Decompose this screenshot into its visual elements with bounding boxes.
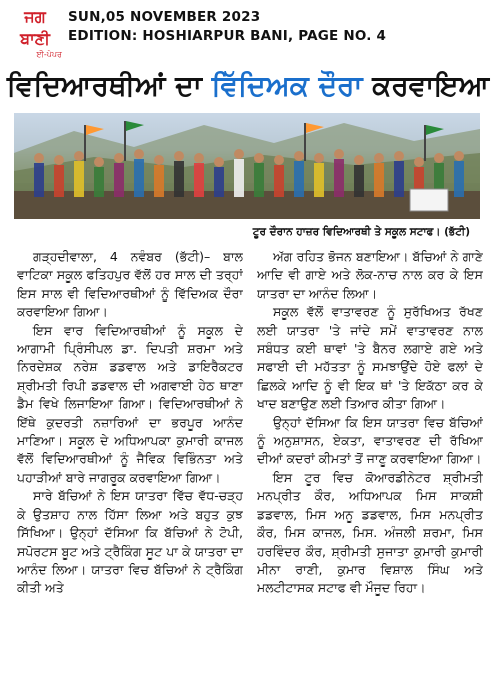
article-column-right bbox=[257, 248, 483, 692]
headline-part-1: ਵਿਦਿਆਰਥੀਆਂ ਦਾ bbox=[6, 69, 212, 102]
page-header bbox=[0, 0, 496, 62]
headline-part-3: ਕਰਵਾਇਆ bbox=[362, 69, 490, 102]
paragraph: ਇਸ ਟੂਰ ਵਿਚ ਕੋਆਰਡੀਨੇਟਰ ਸ਼੍ਰੀਮਤੀ ਮਨਪ੍ਰੀਤ ਕੌਰ, ਅਧਿਆਪਕ ਮਿਸ ਸਾਕਸ਼ੀ ਡਡਵਾਲ, ਮਿਸ ਅਨੂ ਡਡਵਾਲ, ਮਿਸ ਮਨਪ੍ਰੀਤ ਕੌਰ, ਮਿਸ ਕਾਜਲ, ਮਿਸ. ਅੰਜਲੀ ਸ਼ਰਮਾ, ਮਿਸ ਹਰਵਿੰਦਰ ਕੌਰ, ਸ਼੍ਰੀਮਤੀ ਸੁਜਾਤਾ ਕੁਮਾਰੀ ਕੁਮਾਰੀ ਮੀਨਾ ਰਾਣੀ, ਕੁਮਾਰ ਵਿਸ਼ਾਲ ਸਿੰਘ ਅਤੇ ਮਲਟੀਟਾਸਕ ਸਟਾਫ ਵੀ ਮੌਜੂਦ ਰਿਹਾ। bbox=[257, 469, 483, 596]
edition-info bbox=[68, 8, 386, 46]
logo-subtext: ਈ-ਪੇਪਰ bbox=[36, 50, 62, 59]
headline-part-2: ਵਿੱਦਿਅਕ ਦੌਰਾ bbox=[211, 69, 363, 102]
paragraph: ਅੱਗ ਰਹਿਤ ਭੋਜਨ ਬਣਾਇਆ। ਬੱਚਿਆਂ ਨੇ ਗਾਣੇ ਆਦਿ ਵੀ ਗਾਏ ਅਤੇ ਲੋਕ-ਨਾਚ ਨਾਲ ਕਰ ਕੇ ਇਸ ਯਾਤਰਾ ਦਾ ਆਨੰਦ ਲਿਆ। bbox=[257, 249, 483, 301]
paragraph: ਸਕੂਲ ਵੱਲੋਂ ਵਾਤਾਵਰਣ ਨੂੰ ਸੁਰੱਖਿਅਤ ਰੱਖਣ ਲਈ ਯਾਤਰਾ 'ਤੇ ਜਾਂਦੇ ਸਮੇਂ ਵਾਤਾਵਰਣ ਨਾਲ ਸਬੰਧਤ ਕਈ ਥਾਵਾਂ 'ਤੇ ਬੈਨਰ ਲਗਾਏ ਗਏ ਅਤੇ ਸਫਾਈ ਦੀ ਮਹੱਤਤਾ ਨੂੰ ਸਮਝਾਉਂਦੇ ਹੋਏ ਫਲਾਂ ਦੇ ਛਿਲਕੇ ਆਦਿ ਨੂੰ ਵੀ ਇਕ ਥਾਂ 'ਤੇ ਇਕੱਠਾ ਕਰ ਕੇ ਖਾਦ ਬਣਾਉਣ ਲਈ ਤਿਆਰ ਕੀਤਾ ਗਿਆ। bbox=[257, 304, 483, 412]
jagbani-logo bbox=[8, 6, 62, 59]
group-photo bbox=[14, 113, 480, 219]
paragraph: ਇਸ ਵਾਰ ਵਿਦਿਆਰਥੀਆਂ ਨੂੰ ਸਕੂਲ ਦੇ ਆਗਾਮੀ ਪ੍ਰਿੰਸੀਪਲ ਡਾ. ਦਿਪਤੀ ਸ਼ਰਮਾ ਅਤੇ ਨਿਰਦੇਸ਼ਕ ਨਰੇਸ਼ ਡਡਵਾਲ ਅਤੇ ਡਾਇਰੈਕਟਰ ਸ਼੍ਰੀਮਤੀ ਰਿਪੀ ਡਡਵਾਲ ਦੀ ਅਗਵਾਈ ਹੇਠ ਥਾਣਾ ਡੈਮ ਵਿਖੇ ਲਿਜਾਇਆ ਗਿਆ। ਵਿਦਿਆਰਥੀਆਂ ਨੇ ਇੱਥੇ ਕੁਦਰਤੀ ਨਜ਼ਾਰਿਆਂ ਦਾ ਭਰਪੂਰ ਆਨੰਦ ਮਾਣਿਆ। ਸਕੂਲ ਦੇ ਅਧਿਆਪਕਾ ਕੁਮਾਰੀ ਕਾਜਲ ਵੱਲੋਂ ਵਿਦਿਆਰਥੀਆਂ ਨੂੰ ਜੈਵਿਕ ਵਿਭਿੰਨਤਾ ਅਤੇ ਪਹਾੜੀਆਂ ਬਾਰੇ ਜਾਗਰੂਕ ਕਰਵਾਇਆ ਗਿਆ। bbox=[17, 322, 243, 485]
logo-text: ਜਗ ਬਾਣੀ bbox=[20, 7, 50, 48]
article-headline bbox=[0, 64, 496, 108]
group-photo-illustration bbox=[14, 113, 480, 219]
paragraph: ਉਨ੍ਹਾਂ ਦੱਸਿਆ ਕਿ ਇਸ ਯਾਤਰਾ ਵਿਚ ਬੱਚਿਆਂ ਨੂੰ ਅਨੁਸ਼ਾਸਨ, ਏਕਤਾ, ਵਾਤਾਵਰਣ ਦੀ ਰੱਖਿਆ ਦੀਆਂ ਕਦਰਾਂ ਕੀਮਤਾਂ ਤੋਂ ਜਾਣੂ ਕਰਵਾਇਆ ਗਿਆ। bbox=[257, 414, 483, 467]
edition-line: EDITION: HOSHIARPUR BANI, PAGE NO. 4 bbox=[68, 28, 387, 44]
issue-date: SUN,05 NOVEMBER 2023 bbox=[68, 9, 261, 25]
article-column-left bbox=[17, 248, 243, 692]
paragraph: ਗੜ੍ਹਦੀਵਾਲਾ, 4 ਨਵੰਬਰ (ਭੱਟੀ)– ਬਾਲ ਵਾਟਿਕਾ ਸਕੂਲ ਫਤਿਹਪੁਰ ਵੱਲੋਂ ਹਰ ਸਾਲ ਦੀ ਤਰ੍ਹਾਂ ਇਸ ਸਾਲ ਵੀ ਵਿਦਿਆਰਥੀਆਂ ਨੂੰ ਵਿੱਦਿਅਕ ਦੌਰਾ ਕਰਵਾਇਆ ਗਿਆ। bbox=[17, 249, 243, 320]
photo-caption: ਟੂਰ ਦੌਰਾਨ ਹਾਜ਼ਰ ਵਿਦਿਆਰਥੀ ਤੇ ਸਕੂਲ ਸਟਾਫ। (ਭੱਟੀ) bbox=[252, 226, 470, 238]
paragraph: ਸਾਰੇ ਬੱਚਿਆਂ ਨੇ ਇਸ ਯਾਤਰਾ ਵਿੱਚ ਵੱਧ-ਚੜ੍ਹ ਕੇ ਉਤਸ਼ਾਹ ਨਾਲ ਹਿੱਸਾ ਲਿਆ ਅਤੇ ਬਹੁਤ ਕੁਝ ਸਿੱਖਿਆ। ਉਨ੍ਹਾਂ ਦੱਸਿਆ ਕਿ ਬੱਚਿਆਂ ਨੇ ਟੋਪੀ, ਸਪੋਰਟਸ ਬੂਟ ਅਤੇ ਟ੍ਰੈਕਿੰਗ ਸੂਟ ਪਾ ਕੇ ਯਾਤਰਾ ਦਾ ਆਨੰਦ ਲਿਆ। ਯਾਤਰਾ ਵਿਚ ਬੱਚਿਆਂ ਨੇ ਟ੍ਰੈਕਿੰਗ ਕੀਤੀ ਅਤੇ bbox=[17, 488, 243, 596]
